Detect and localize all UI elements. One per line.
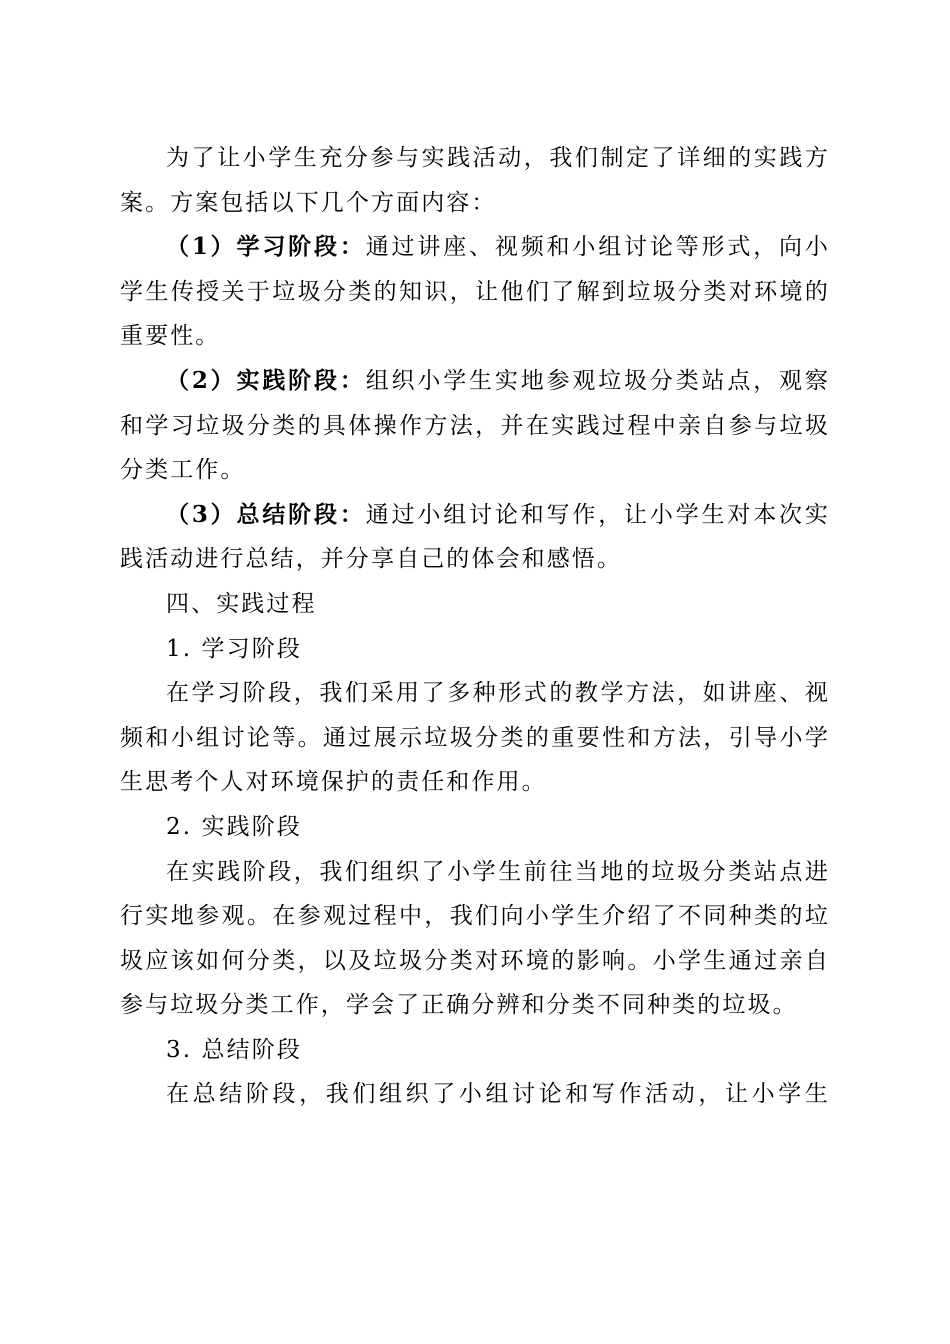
- stage-body-summary: 在总结阶段，我们组织了小组讨论和写作活动，让小学生: [166, 1081, 830, 1108]
- plan-item-label: （2）实践阶段：: [166, 366, 366, 394]
- plan-item-label: （1）学习阶段：: [166, 233, 366, 261]
- section-heading: 四、实践过程: [166, 590, 317, 617]
- plan-item-learning: [120, 225, 830, 359]
- stage-body-learning: 在学习阶段，我们采用了多种形式的教学方法，如讲座、视频和小组讨论等。通过展示垃圾分类的重要性和方法，引导小学生思考个人对环境保护的责任和作用。: [120, 680, 830, 796]
- document-body: [120, 136, 830, 1117]
- intro-paragraph: 为了让小学生充分参与实践活动，我们制定了详细的实践方案。方案包括以下几个方面内容：: [120, 145, 830, 216]
- stage-title-summary: 3. 总结阶段: [166, 1036, 302, 1063]
- stage-title-learning: 1. 学习阶段: [166, 635, 302, 662]
- plan-item-summary: [120, 493, 830, 582]
- plan-item-label: （3）总结阶段：: [166, 500, 366, 528]
- plan-item-text: 通过小组讨论和写作，让小学生对本次实践活动进行总结，并分享自己的体会和感悟。: [120, 501, 830, 573]
- stage-body-practice: 在实践阶段，我们组织了小学生前往当地的垃圾分类站点进行实地参观。在参观过程中，我们向小学生介绍了不同种类的垃圾应该如何分类，以及垃圾分类对环境的影响。小学生通过亲自参与垃圾分类工作，学会了正确分辨和分类不同种类的垃圾。: [120, 858, 830, 1019]
- stage-title-practice: 2. 实践阶段: [166, 813, 302, 840]
- plan-item-text: 通过讲座、视频和小组讨论等形式，向小学生传授关于垃圾分类的知识，让他们了解到垃圾分类对环境的重要性。: [120, 234, 830, 350]
- plan-item-text: 组织小学生实地参观垃圾分类站点，观察和学习垃圾分类的具体操作方法，并在实践过程中亲自参与垃圾分类工作。: [120, 367, 830, 484]
- plan-item-practice: [120, 359, 830, 493]
